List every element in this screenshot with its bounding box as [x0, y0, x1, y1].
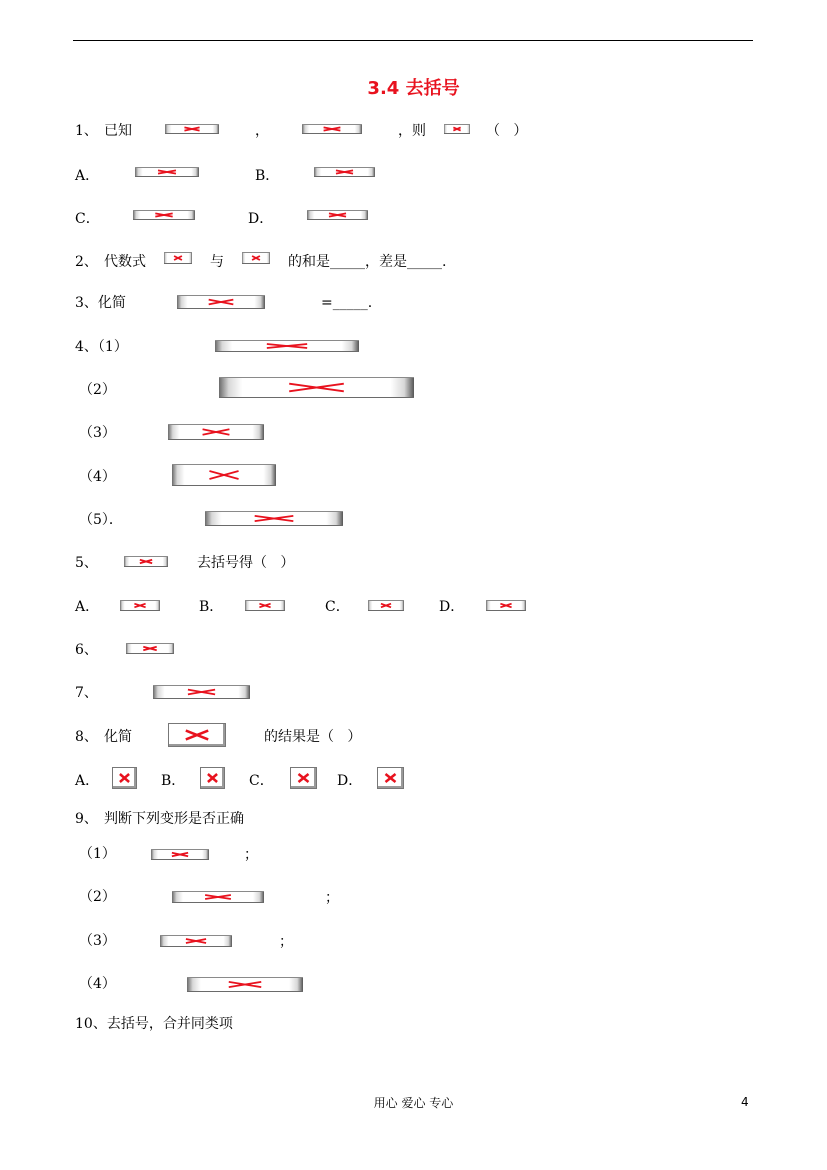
broken-image-icon [486, 600, 526, 611]
q9-text: 判断下列变形是否正确 [104, 811, 244, 827]
broken-image-icon [164, 252, 192, 264]
q4-part-2: （2） [79, 382, 116, 398]
broken-image-x-mark [172, 892, 264, 902]
broken-image-x-mark [215, 341, 359, 351]
broken-image-x-mark [160, 936, 232, 946]
broken-image-icon [444, 124, 470, 134]
broken-image-icon [160, 935, 232, 947]
broken-image-icon [151, 849, 209, 860]
q5-option-a: A． [75, 599, 100, 615]
broken-image-x-mark [135, 168, 199, 176]
page-title: 3.4 去括号 [367, 78, 460, 99]
q4-part-4: （4） [79, 469, 116, 485]
q6-number: 6、 [75, 642, 98, 658]
q4-part-1: 4、（1） [75, 339, 128, 355]
broken-image-x-mark [368, 601, 404, 610]
broken-image-icon [307, 210, 368, 220]
q1-then: ，则 [398, 123, 426, 139]
broken-image-x-mark [219, 378, 414, 397]
broken-image-icon [290, 767, 317, 789]
broken-image-icon [168, 424, 264, 440]
q9-semicolon-3: ； [279, 934, 293, 950]
q5-option-c: C． [325, 599, 350, 615]
q9-part-4: （4） [79, 976, 116, 992]
q10-text: 10、去括号，合并同类项 [75, 1016, 233, 1032]
q2-tail: 的和是_____，差是_____. [288, 254, 447, 270]
broken-image-x-mark [151, 850, 209, 859]
q9-number: 9、 [75, 811, 98, 827]
broken-image-icon [126, 643, 174, 654]
broken-image-x-mark [177, 296, 265, 308]
broken-image-x-mark [378, 768, 403, 788]
q9-semicolon-2: ； [325, 890, 339, 906]
q4-part-3: （3） [79, 425, 116, 441]
broken-image-icon [177, 295, 265, 309]
q1-option-c: C． [75, 211, 100, 227]
broken-image-icon [200, 767, 225, 789]
q5-option-b: B． [199, 599, 224, 615]
broken-image-icon [219, 377, 414, 398]
q1-option-d: D． [248, 211, 274, 227]
broken-image-icon [124, 556, 168, 567]
broken-image-icon [172, 464, 276, 486]
q4-part-5: （5）． [79, 512, 123, 528]
q3-tail: =_____. [321, 295, 373, 311]
q8-option-a: A． [75, 773, 100, 789]
header-rule [73, 40, 753, 41]
q2-text: 代数式 [104, 254, 146, 270]
broken-image-icon [242, 252, 270, 264]
broken-image-x-mark [245, 601, 285, 610]
q9-part-1: （1） [79, 846, 116, 862]
page-number: 4 [741, 1095, 749, 1109]
broken-image-x-mark [113, 768, 136, 788]
broken-image-icon [215, 340, 359, 352]
q5-option-d: D． [439, 599, 465, 615]
broken-image-icon [377, 767, 404, 789]
broken-image-x-mark [153, 686, 250, 698]
q8-text: 化简 [104, 729, 132, 745]
q2-and: 与 [210, 254, 224, 270]
broken-image-icon [205, 511, 343, 526]
broken-image-x-mark [124, 557, 168, 566]
q1-comma: ， [255, 123, 269, 139]
broken-image-x-mark [126, 644, 174, 653]
broken-image-x-mark [172, 465, 276, 485]
broken-image-x-mark [169, 724, 225, 746]
q5-tail: 去括号得（ ） [197, 555, 295, 571]
broken-image-x-mark [205, 512, 343, 525]
broken-image-x-mark [168, 425, 264, 439]
broken-image-x-mark [486, 601, 526, 610]
broken-image-x-mark [291, 768, 316, 788]
broken-image-x-mark [302, 125, 362, 133]
broken-image-x-mark [187, 978, 303, 991]
q9-semicolon-1: ； [244, 847, 258, 863]
broken-image-icon [112, 767, 137, 789]
broken-image-icon [153, 685, 250, 699]
q8-tail: 的结果是（ ） [264, 729, 362, 745]
broken-image-icon [133, 210, 195, 220]
broken-image-x-mark [307, 211, 368, 219]
q1-paren: （ ） [486, 123, 528, 139]
broken-image-x-mark [165, 125, 219, 133]
q1-text: 已知 [104, 123, 132, 139]
q8-number: 8、 [75, 729, 98, 745]
q1-number: 1、 [75, 123, 98, 139]
broken-image-icon [302, 124, 362, 134]
q2-number: 2、 [75, 254, 98, 270]
broken-image-icon [245, 600, 285, 611]
broken-image-icon [314, 167, 375, 177]
broken-image-icon [368, 600, 404, 611]
broken-image-x-mark [120, 601, 160, 610]
page-footer: 用心 爱心 专心 [373, 1096, 454, 1110]
broken-image-icon [135, 167, 199, 177]
broken-image-x-mark [164, 253, 192, 263]
broken-image-x-mark [201, 768, 224, 788]
broken-image-icon [120, 600, 160, 611]
broken-image-icon [168, 723, 226, 747]
q8-option-c: C． [249, 773, 274, 789]
broken-image-x-mark [133, 211, 195, 219]
broken-image-x-mark [242, 253, 270, 263]
broken-image-icon [172, 891, 264, 903]
broken-image-x-mark [314, 168, 375, 176]
broken-image-icon [187, 977, 303, 992]
q3-text: 3、化简 [75, 295, 126, 311]
q8-option-d: D． [337, 773, 363, 789]
broken-image-x-mark [444, 125, 470, 133]
q1-option-b: B． [255, 168, 280, 184]
q7-number: 7、 [75, 685, 98, 701]
q1-option-a: A． [75, 168, 100, 184]
q9-part-2: （2） [79, 889, 116, 905]
q5-number: 5、 [75, 555, 98, 571]
q8-option-b: B． [161, 773, 186, 789]
broken-image-icon [165, 124, 219, 134]
q9-part-3: （3） [79, 933, 116, 949]
